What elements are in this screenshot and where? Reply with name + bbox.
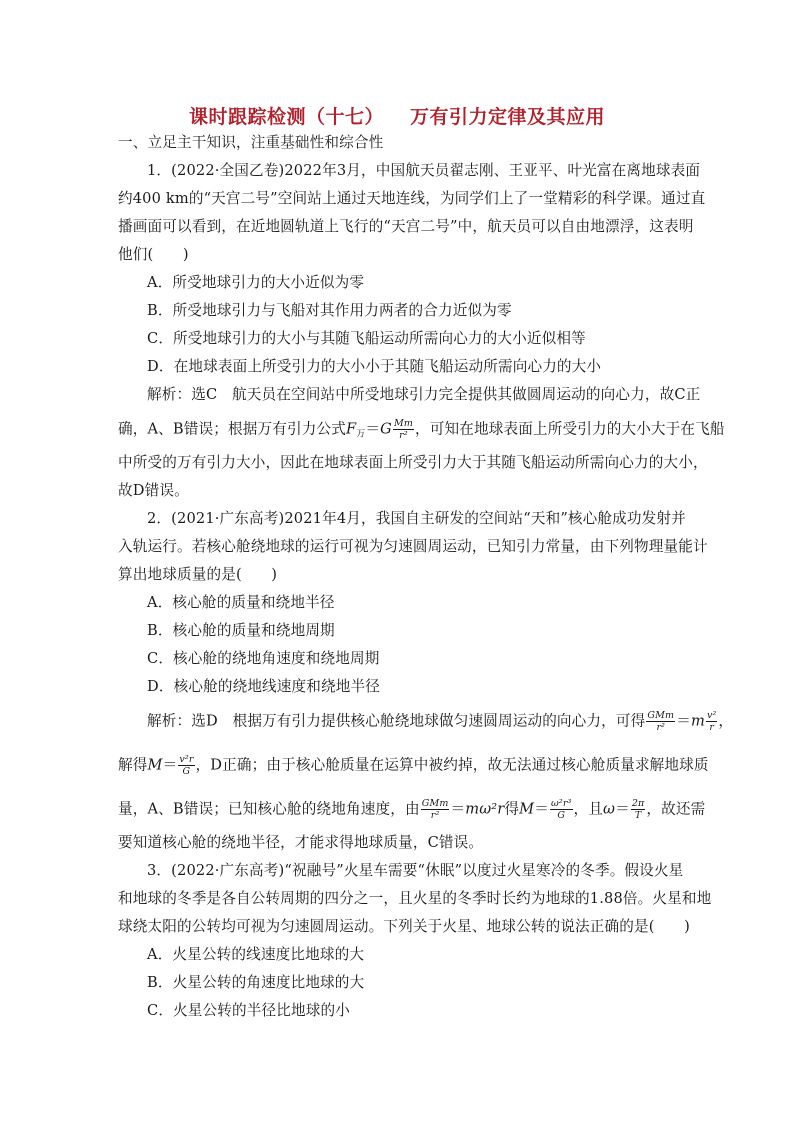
formula-fraction: $\frac{\text{ω²r³}}{G}$ bbox=[551, 798, 572, 821]
formula-fraction: $\frac{\text{GMm}}{\text{r²}}$ bbox=[647, 710, 675, 733]
formula-fraction: $\frac{2\pi}{T}$ bbox=[631, 798, 645, 821]
formula-fraction: $\frac{\text{GMm}}{\text{r²}}$ bbox=[421, 798, 449, 821]
formula-fraction: $\frac{Mm}{\text{r²}}$ bbox=[393, 418, 414, 441]
q1-answer-line-4: 故D错误。 bbox=[118, 482, 189, 499]
q3-line-2: 和地球的冬季是各自公转周期的四分之一，且火星的冬季时长约为地球的1.88倍。火星和地 bbox=[118, 890, 712, 907]
q3-option-a: A．火星公转的线速度比地球的大 bbox=[147, 946, 365, 963]
q2-answer-line-3: 量，A、B错误；已知核心舱的绕地角速度，由 $\frac{\text{GMm}}{\text{r²}}$ ＝mω²r得M＝ $\frac{\text{ω²r³}}{G}$ ，且ω＝ $\frac{2\pi}{T}$ ，故还需 bbox=[118, 798, 706, 821]
formula-fraction: $\frac{\text{v²}}{r}$ bbox=[706, 710, 717, 733]
q1-answer-line-1: 解析：选C 航天员在空间站中所受地球引力完全提供其做圆周运动的向心力，故C正 bbox=[147, 386, 701, 403]
q3-option-c: C．火星公转的半径比地球的小 bbox=[147, 1002, 350, 1019]
q2-answer-line-2: 解得M＝ $\frac{\text{v²r}}{G}$ ，D正确；由于核心舱质量在运算中被约掉，故无法通过核心舱质量求解地球质 bbox=[118, 754, 709, 777]
q1-line-2: 约400 km的“天宫二号”空间站上通过天地连线，为同学们上了一堂精彩的科学课。通过直 bbox=[118, 190, 706, 207]
q3-line-3: 球绕太阳的公转均可视为匀速圆周运动。下列关于火星、地球公转的说法正确的是( ) bbox=[118, 918, 690, 935]
q2-line-1: 2．(2021·广东高考)2021年4月，我国自主研发的空间站“天和”核心舱成功发射并 bbox=[147, 510, 686, 527]
q1-line-1: 1．(2022·全国乙卷)2022年3月，中国航天员翟志刚、王亚平、叶光富在离地球表面 bbox=[147, 162, 701, 179]
q1-answer-line-3: 中所受的万有引力大小，因此在地球表面上所受引力大于其随飞船运动所需向心力的大小， bbox=[118, 454, 708, 471]
q2-option-d: D．核心舱的绕地线速度和绕地半径 bbox=[147, 678, 381, 695]
q3-line-1: 3．(2022·广东高考)“祝融号”火星车需要“休眠”以度过火星寒冷的冬季。假设火星 bbox=[147, 862, 684, 879]
q1-option-d: D．在地球表面上所受引力的大小小于其随飞船运动所需向心力的大小 bbox=[147, 358, 602, 375]
q2-option-b: B．核心舱的质量和绕地周期 bbox=[147, 622, 335, 639]
q1-line-4: 他们( ) bbox=[118, 246, 189, 263]
formula-fraction: $\frac{\text{v²r}}{G}$ bbox=[179, 754, 194, 777]
q1-answer-line-2: 确，A、B错误；根据万有引力公式$F_万=G$ $\frac{Mm}{\text{r²}}$ ，可知在地球表面上所受引力的大小大于在飞船 bbox=[118, 418, 725, 441]
title-part-1: 课时跟踪检测（十七） bbox=[188, 106, 384, 128]
q2-line-3: 算出地球质量的是( ) bbox=[118, 566, 278, 583]
section-heading: 一、立足主干知识，注重基础性和综合性 bbox=[118, 134, 384, 151]
q2-answer-line-1: 解析：选D 根据万有引力提供核心舱绕地球做匀速圆周运动的向心力，可得 $\frac{\text{GMm}}{\text{r²}}$ ＝m $\frac{\text{v²}}{r}$ ， bbox=[147, 710, 734, 733]
page-title bbox=[0, 102, 794, 129]
q1-option-b: B．所受地球引力与飞船对其作用力两者的合力近似为零 bbox=[147, 302, 512, 319]
q2-answer-line-4: 要知道核心舱的绕地半径，才能求得地球质量，C错误。 bbox=[118, 834, 484, 851]
q2-option-c: C．核心舱的绕地角速度和绕地周期 bbox=[147, 650, 380, 667]
q2-option-a: A．核心舱的质量和绕地半径 bbox=[147, 594, 335, 611]
title-part-2: 万有引力定律及其应用 bbox=[410, 106, 606, 128]
q3-option-b: B．火星公转的角速度比地球的大 bbox=[147, 974, 365, 991]
q1-line-3: 播画面可以看到，在近地圆轨道上飞行的“天宫二号”中，航天员可以自由地漂浮，这表明 bbox=[118, 218, 694, 235]
q1-option-c: C．所受地球引力的大小与其随飞船运动所需向心力的大小近似相等 bbox=[147, 330, 586, 347]
q2-line-2: 入轨运行。若核心舱绕地球的运行可视为匀速圆周运动，已知引力常量，由下列物理量能计 bbox=[118, 538, 708, 555]
q1-option-a: A．所受地球引力的大小近似为零 bbox=[147, 274, 365, 291]
